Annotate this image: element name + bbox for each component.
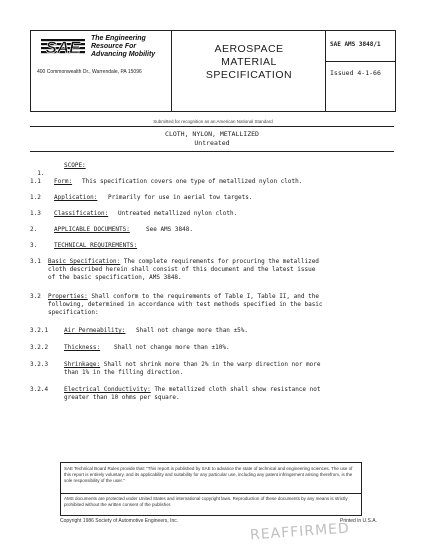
doc-title-line2: Untreated: [194, 139, 230, 147]
section-label: Classification:: [54, 210, 109, 217]
section-number: 3.2.4: [30, 386, 49, 393]
section-1: [30, 162, 44, 178]
spec-title-line: MATERIAL: [221, 56, 277, 68]
slogan-line: Advancing Mobility: [91, 51, 156, 58]
logo-text: SAE: [45, 38, 81, 57]
submitted-note: Submitted for recognition as an American National Standard: [153, 119, 273, 124]
section-number: 3.: [30, 242, 38, 249]
spec-title-line: AEROSPACE: [214, 43, 284, 55]
section-number: 3.2.2: [30, 344, 49, 351]
logo-cell: [31, 31, 171, 111]
section-label: TECHNICAL REQUIREMENTS:: [54, 242, 138, 249]
slogan-line: Resource For: [91, 43, 137, 50]
section-text-body: Shall not shrink more than 2% in the warp direction nor more than 1% in the filling direction.: [64, 361, 321, 376]
section-number: 1.: [37, 170, 45, 177]
section-text: [64, 361, 321, 377]
slogan: [91, 35, 155, 59]
reaffirmed-stamp: REAFFIRMED: [249, 520, 351, 544]
doc-title: [30, 130, 394, 148]
rules-text: SAE Technical Board Rules provide that: "This report is published by SAE to advance the state of technical and engineering sciences. The use of this report is entirely voluntary, and its applicability and suitability for any particular use, including any patent infringement arising therefrom, is the sole responsibility of the user.": [64, 466, 353, 483]
section-number: 1.3: [30, 210, 41, 217]
section-number: 1.2: [30, 194, 41, 201]
section-text: This specification covers one type of metallized nylon cloth.: [82, 178, 303, 185]
section-number: 3.1: [30, 258, 41, 265]
section-number: 1.1: [30, 178, 41, 185]
section-label: SCOPE:: [64, 162, 86, 169]
section-number: 2.: [30, 226, 38, 233]
doc-id-cell: [325, 31, 396, 111]
address: 400 Commonwealth Dr., Warrendale, PA 15096: [37, 69, 142, 75]
section-text-body: Shall conform to the requirements of Table I, Table II, and the following, determined in accordance with test methods specified in the basic specification:: [48, 293, 323, 316]
section-label: Shrinkage:: [64, 361, 101, 368]
section-label: APPLICABLE DOCUMENTS:: [54, 226, 130, 233]
title-rule-top: [30, 126, 394, 127]
section-label: Electrical Conductivity:: [64, 386, 151, 393]
footer-box: [60, 462, 362, 516]
section-text-body: The metallized cloth shall show resistance not greater than 10 ohms per square.: [64, 386, 321, 401]
doc-number: SAE AMS 3848/1: [330, 41, 381, 48]
section-label: Thickness:: [64, 344, 101, 351]
issue-date: Issued 4-1-66: [330, 69, 381, 77]
section-label: Form:: [54, 178, 73, 185]
section-label: Application:: [54, 194, 98, 201]
section-text: Shall not change more than ±10%.: [114, 344, 230, 351]
header-box: [30, 30, 396, 124]
section-text: [48, 258, 319, 282]
slogan-line: The Engineering: [91, 35, 146, 42]
spec-title-line: SPECIFICATION: [205, 69, 293, 81]
section-text-body: The complete requirements for procuring the metallized cloth described herein shall consist of this document and the latest issue of the basic specification, AMS 3848.: [48, 258, 319, 281]
spec-title-cell: [171, 31, 326, 111]
divider: [326, 61, 396, 62]
doc-title-line1: CLOTH, NYLON, METALLIZED: [165, 130, 259, 138]
section-text: Shall not change more than ±5%.: [136, 327, 248, 334]
section-text: Untreated metallized nylon cloth.: [118, 210, 238, 217]
section-label: Air Permeability:: [64, 327, 126, 334]
section-text: See AMS 3848.: [146, 226, 193, 233]
section-label: Basic Specification:: [48, 258, 121, 265]
section-text: [64, 386, 320, 402]
section-text: Primarily for use in aerial tow targets.: [108, 194, 253, 201]
sae-logo: [41, 37, 85, 57]
copyright: Copyright 1986 Society of Automotive Engineers, Inc.: [60, 518, 179, 524]
section-text: [48, 293, 323, 317]
section-number: 3.2.1: [30, 327, 49, 334]
section-label: Properties:: [48, 293, 88, 300]
copyright-notice: AMS documents are protected under United States and international copyright laws. Reproduction of these documents by any means is strictly prohibited without the written consent of the publisher.: [64, 496, 348, 507]
printed-in: Printed in U.S.A.: [340, 518, 377, 524]
spec-title: [172, 43, 326, 82]
footer-divider: [61, 493, 361, 494]
title-rule-bottom: [30, 151, 394, 152]
section-number: 3.2.3: [30, 361, 49, 368]
section-number: 3.2: [30, 293, 41, 300]
